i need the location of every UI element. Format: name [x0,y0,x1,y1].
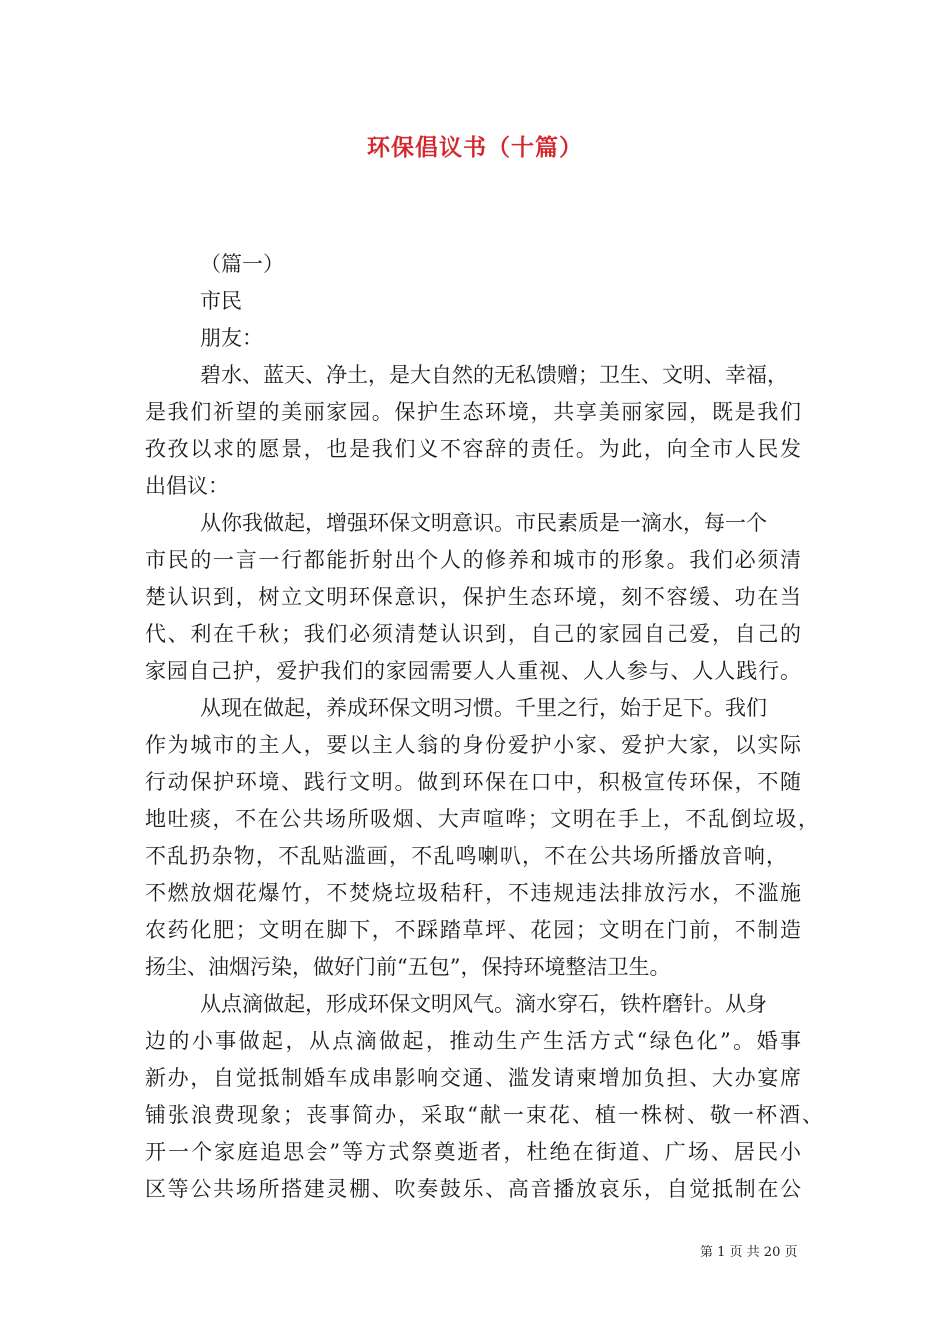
paragraph-line: 从你我做起，增强环保文明意识。市民素质是一滴水，每一个 [200,511,767,535]
paragraph-line: 农药化肥；文明在脚下，不踩踏草坪、花园；文明在门前，不制造 [145,918,801,942]
paragraph-line: 市民的一言一行都能折射出个人的修养和城市的形象。我们必须清 [145,548,801,572]
salutation-line-2: 朋友： [200,326,263,350]
document-title: 环保倡议书（十篇） [367,134,583,161]
paragraph-line: 作为城市的主人，要以主人翁的身份爱护小家、爱护大家，以实际 [145,733,801,757]
paragraph-line: 区等公共场所搭建灵棚、吹奏鼓乐、高音播放哀乐，自觉抵制在公 [145,1177,801,1201]
paragraph-line: 铺张浪费现象；丧事简办，采取“献一束花、植一株树、敬一杯酒、 [145,1103,823,1127]
paragraph-line: 不燃放烟花爆竹，不焚烧垃圾秸秆，不违规违法排放污水，不滥施 [145,881,801,905]
paragraph-line: 孜孜以求的愿景，也是我们义不容辞的责任。为此，向全市人民发 [145,437,801,461]
salutation-line-1: 市民 [200,289,242,313]
paragraph-line: 新办，自觉抵制婚车成串影响交通、滥发请柬增加负担、大办宴席 [145,1066,801,1090]
paragraph-line: 扬尘、油烟污染，做好门前“五包”，保持环境整洁卫生。 [145,955,671,979]
paragraph-line: 开一个家庭追思会”等方式祭奠逝者，杜绝在街道、广场、居民小 [145,1140,801,1164]
paragraph-line: 家园自己护，爱护我们的家园需要人人重视、人人参与、人人践行。 [145,659,801,683]
paragraph-line: 是我们祈望的美丽家园。保护生态环境，共享美丽家园，既是我们 [145,400,801,424]
paragraph-line: 出倡议： [145,474,229,498]
paragraph-line: 碧水、蓝天、净土，是大自然的无私馈赠；卫生、文明、幸福， [200,363,788,387]
paragraph-line: 边的小事做起，从点滴做起，推动生产生活方式“绿色化”。婚事 [145,1029,801,1053]
paragraph-line: 地吐痰，不在公共场所吸烟、大声喧哗；文明在手上，不乱倒垃圾， [145,807,819,831]
paragraph-line: 行动保护环境、践行文明。做到环保在口中，积极宣传环保，不随 [145,770,801,794]
paragraph-line: 不乱扔杂物，不乱贴滥画，不乱鸣喇叭，不在公共场所播放音响， [145,844,787,868]
paragraph-line: 从现在做起，养成环保文明习惯。千里之行，始于足下。我们 [200,696,767,720]
paragraph-line: 楚认识到，树立文明环保意识，保护生态环境，刻不容缓、功在当 [145,585,801,609]
section-heading: （篇一） [200,252,284,276]
page-number-footer: 第 1 页 共 20 页 [700,1245,798,1260]
paragraph-line: 代、利在千秋；我们必须清楚认识到，自己的家园自己爱，自己的 [145,622,801,646]
paragraph-line: 从点滴做起，形成环保文明风气。滴水穿石，铁杵磨针。从身 [200,992,767,1016]
